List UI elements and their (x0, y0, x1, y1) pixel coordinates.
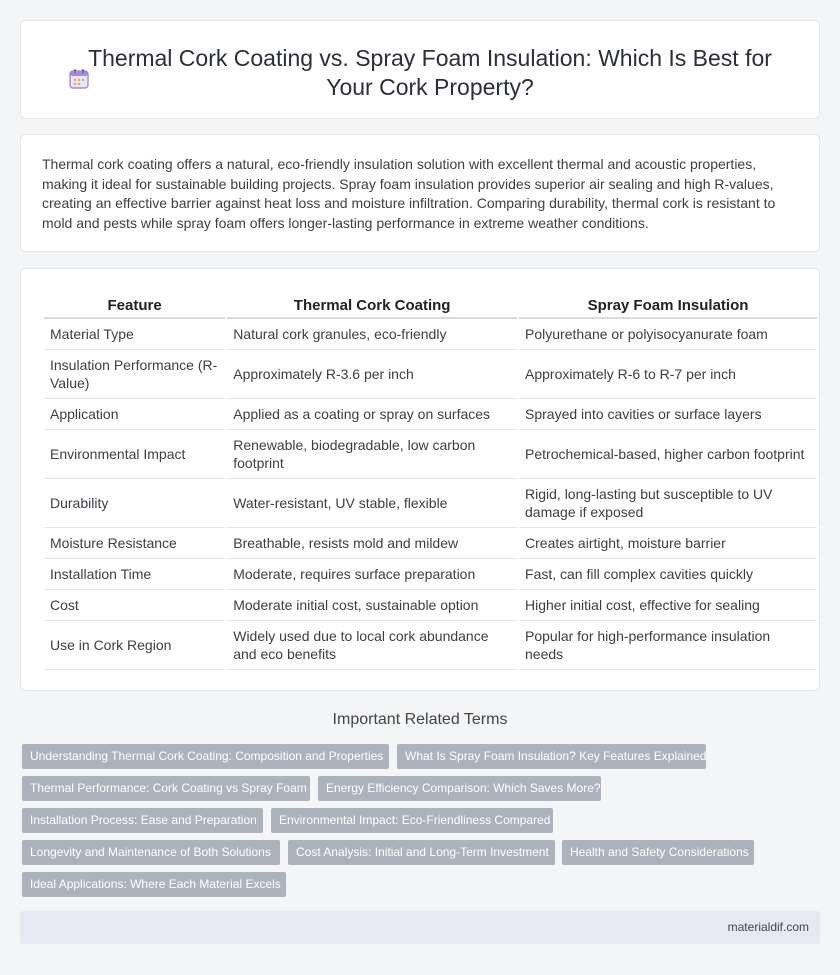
feature-cell: Durability (44, 479, 225, 528)
comparison-table (42, 295, 819, 670)
related-term-tag[interactable]: Health and Safety Considerations (562, 840, 754, 865)
related-term-tag[interactable]: Ideal Applications: Where Each Material Excels (22, 872, 286, 897)
foam-cell: Rigid, long-lasting but susceptible to UV damage if exposed (519, 479, 817, 528)
site-name[interactable]: materialdif.com (727, 920, 809, 934)
cork-cell: Renewable, biodegradable, low carbon footprint (227, 430, 517, 479)
table-header-row (44, 295, 817, 319)
feature-cell: Use in Cork Region (44, 621, 225, 670)
foam-cell: Petrochemical-based, higher carbon footprint (519, 430, 817, 479)
related-term-tag[interactable]: Environmental Impact: Eco-Friendliness Compared (271, 808, 553, 833)
header-thermal-cork: Thermal Cork Coating (227, 295, 517, 319)
title-card (20, 20, 820, 119)
header-feature: Feature (44, 295, 225, 319)
table-row (44, 319, 817, 350)
cork-cell: Moderate initial cost, sustainable option (227, 590, 517, 621)
cork-cell: Moderate, requires surface preparation (227, 559, 517, 590)
intro-card (20, 134, 820, 252)
cork-cell: Breathable, resists mold and mildew (227, 528, 517, 559)
related-term-tag[interactable]: Energy Efficiency Comparison: Which Saves More? (318, 776, 601, 801)
cork-cell: Approximately R-3.6 per inch (227, 350, 517, 399)
table-row (44, 430, 817, 479)
related-term-tag[interactable]: What Is Spray Foam Insulation? Key Features Explained (397, 744, 706, 769)
table-row (44, 399, 817, 430)
foam-cell: Creates airtight, moisture barrier (519, 528, 817, 559)
foam-cell: Sprayed into cavities or surface layers (519, 399, 817, 430)
foam-cell: Approximately R-6 to R-7 per inch (519, 350, 817, 399)
foam-cell: Fast, can fill complex cavities quickly (519, 559, 817, 590)
related-term-tag[interactable]: Installation Process: Ease and Preparation (22, 808, 263, 833)
related-terms-heading: Important Related Terms (332, 711, 508, 728)
comparison-card (20, 268, 820, 691)
feature-cell: Application (44, 399, 225, 430)
related-term-tag[interactable]: Cost Analysis: Initial and Long-Term Investment (288, 840, 555, 865)
feature-cell: Material Type (44, 319, 225, 350)
header-spray-foam: Spray Foam Insulation (519, 295, 817, 319)
feature-cell: Moisture Resistance (44, 528, 225, 559)
table-row (44, 590, 817, 621)
page-title: Thermal Cork Coating vs. Spray Foam Insulation: Which Is Best for Your Cork Property? (88, 45, 772, 100)
related-term-tag[interactable]: Understanding Thermal Cork Coating: Composition and Properties (22, 744, 389, 769)
table-row (44, 350, 817, 399)
related-term-tag[interactable]: Longevity and Maintenance of Both Solutions (22, 840, 280, 865)
feature-cell: Environmental Impact (44, 430, 225, 479)
foam-cell: Higher initial cost, effective for sealing (519, 590, 817, 621)
foam-cell: Popular for high-performance insulation needs (519, 621, 817, 670)
feature-cell: Cost (44, 590, 225, 621)
table-row (44, 479, 817, 528)
related-term-tag[interactable]: Thermal Performance: Cork Coating vs Spray Foam (22, 776, 310, 801)
cork-cell: Widely used due to local cork abundance and eco benefits (227, 621, 517, 670)
table-row (44, 528, 817, 559)
cork-cell: Water-resistant, UV stable, flexible (227, 479, 517, 528)
cork-cell: Natural cork granules, eco-friendly (227, 319, 517, 350)
footer (20, 911, 820, 944)
table-row (44, 559, 817, 590)
feature-cell: Installation Time (44, 559, 225, 590)
cork-cell: Applied as a coating or spray on surfaces (227, 399, 517, 430)
feature-cell: Insulation Performance (R-Value) (44, 350, 225, 399)
foam-cell: Polyurethane or polyisocyanurate foam (519, 319, 817, 350)
intro-paragraph: Thermal cork coating offers a natural, eco-friendly insulation solution with excellent thermal and acoustic properties, making it ideal for sustainable building projects. Spray foam insulation provides superior air sealing and high R-values, creating an effective barrier against heat loss and moisture infiltration. Comparing durability, thermal cork is resistant to mold and pests while spray foam offers longer-lasting performance in extreme weather conditions. (42, 156, 776, 231)
table-row (44, 621, 817, 670)
